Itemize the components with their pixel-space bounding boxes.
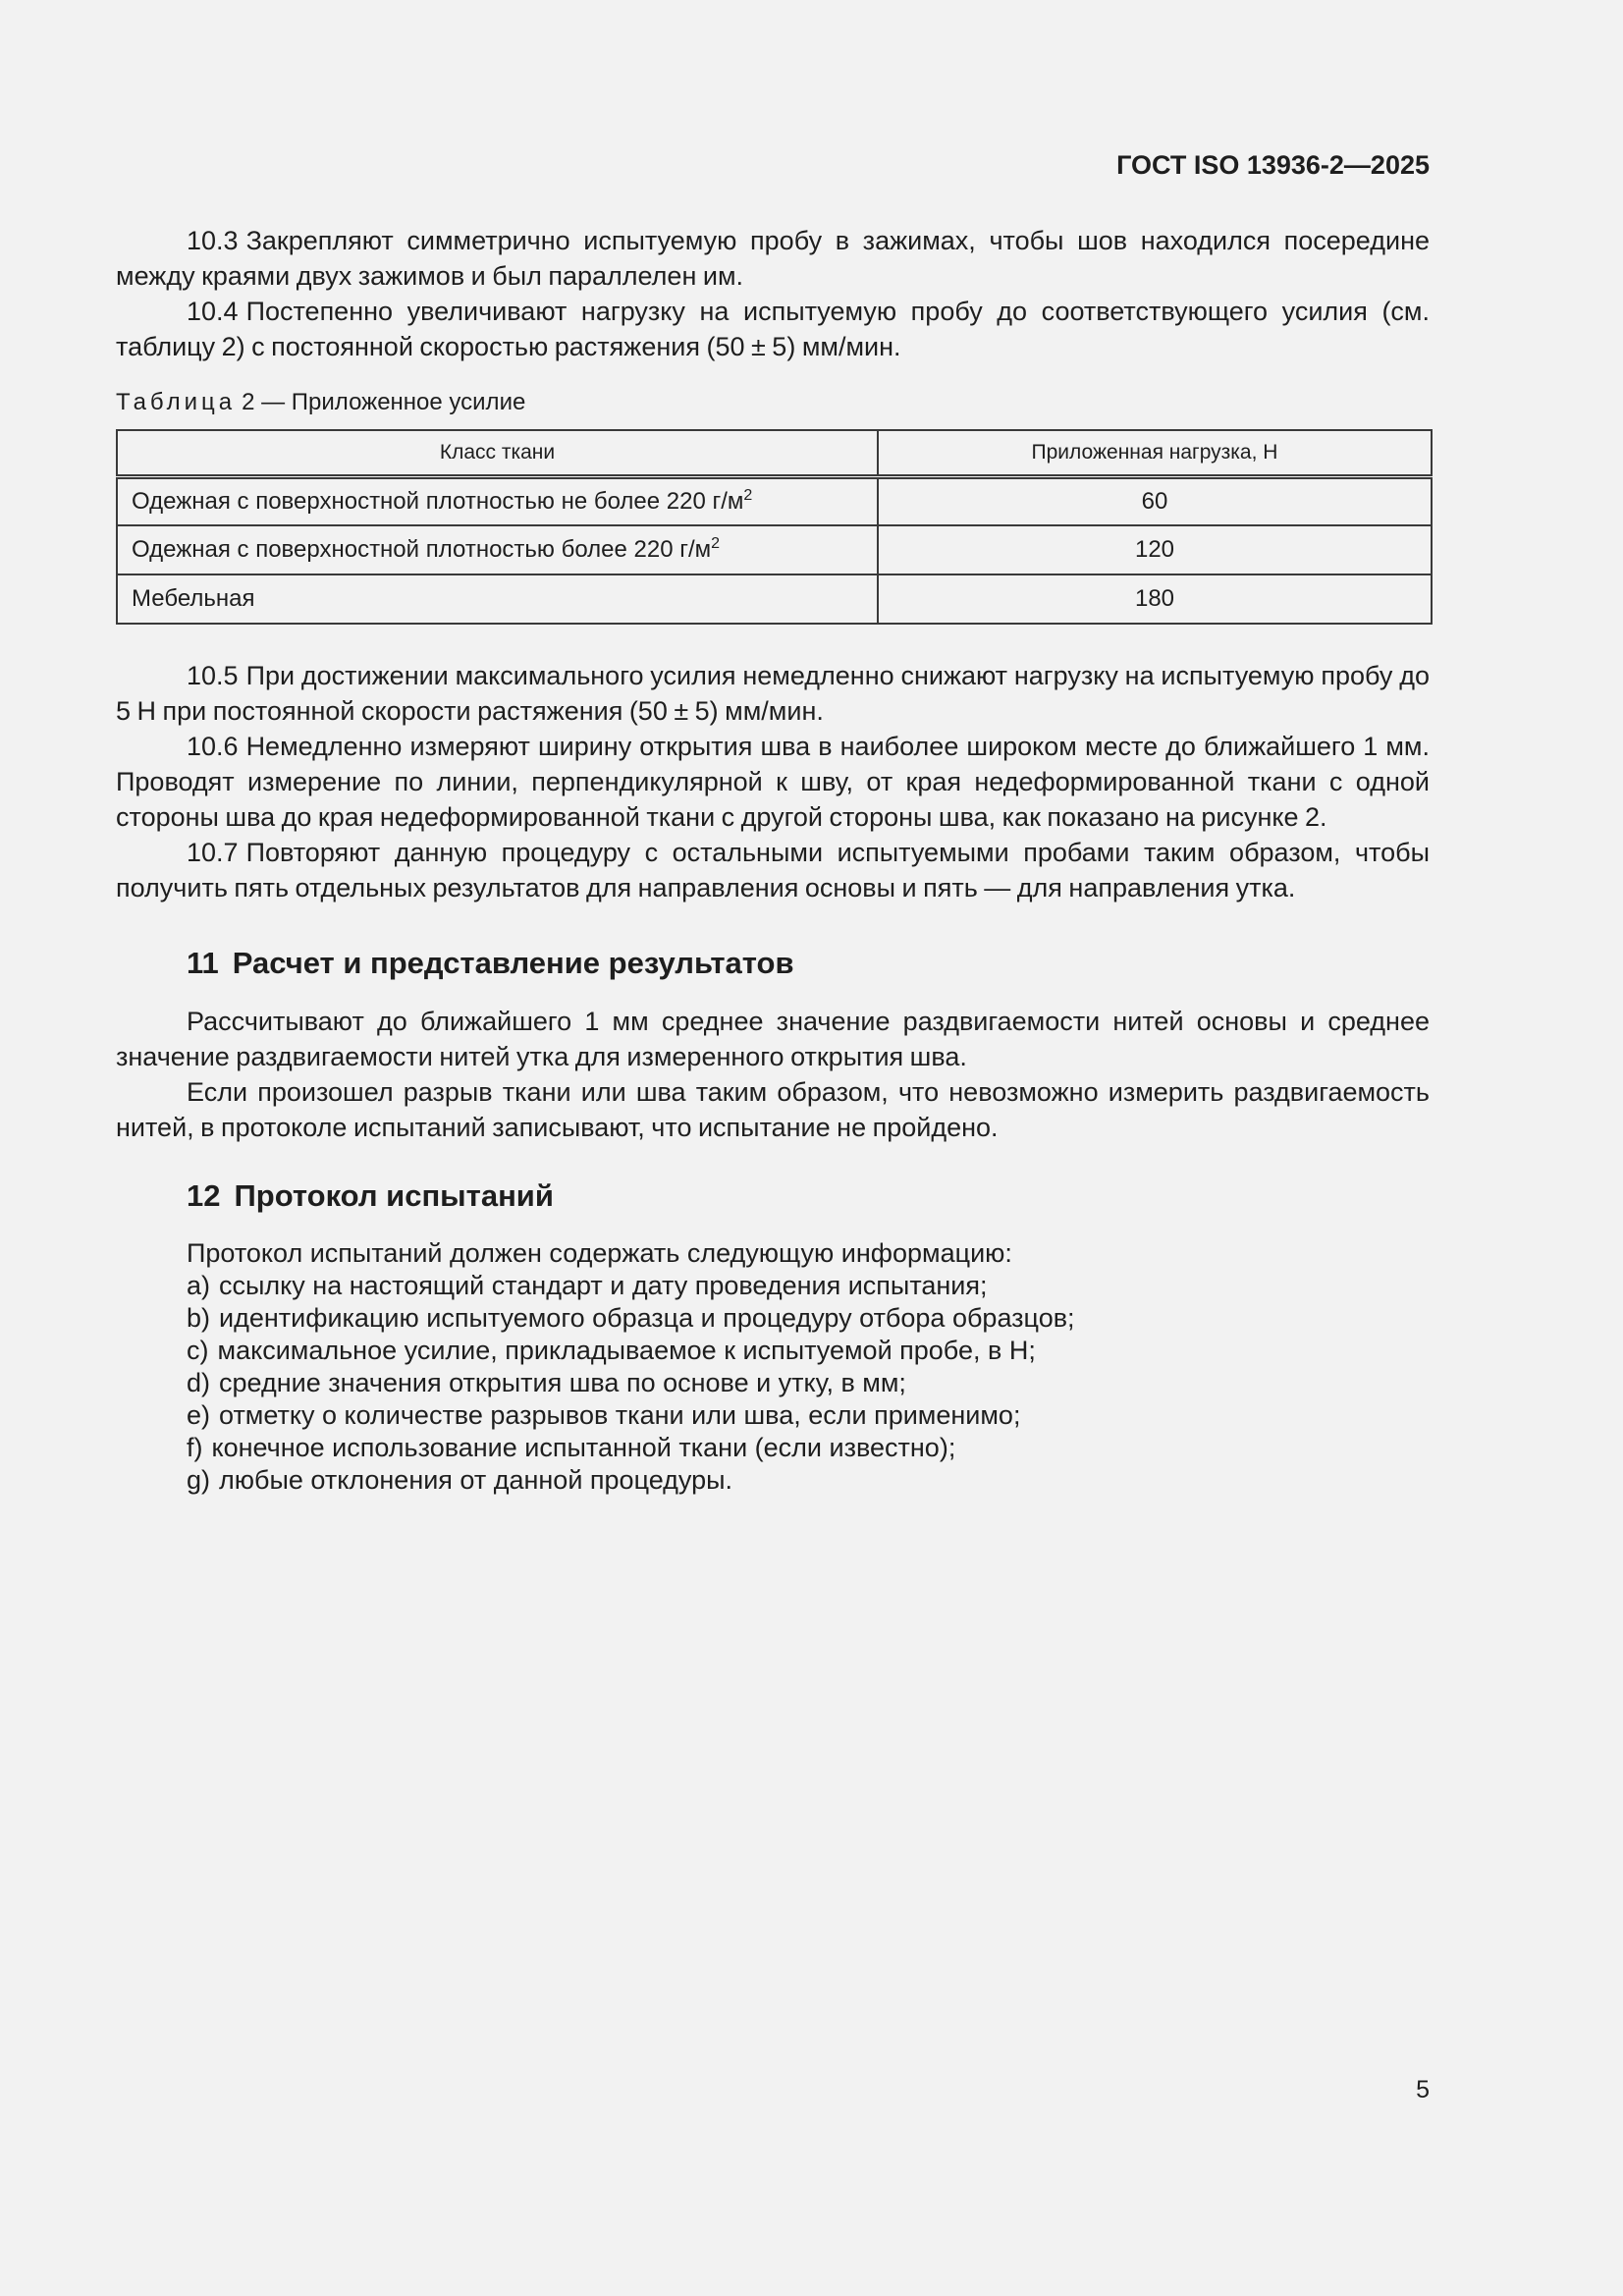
list-item-text: конечное использование испытанной ткани (если известно); (211, 1433, 956, 1462)
applied-load-cell: 60 (878, 476, 1432, 525)
page-number: 5 (1416, 2076, 1430, 2104)
table-row (117, 476, 1432, 525)
unit-superscript: 2 (711, 535, 721, 552)
fabric-class-text: Одежная с поверхностной плотностью не более 220 г/м (132, 487, 744, 515)
list-item (187, 1399, 1075, 1432)
fabric-class-cell (117, 525, 878, 574)
list-item (187, 1432, 1075, 1464)
table-caption-label: Таблица (116, 389, 237, 415)
section-number: 12 (187, 1178, 221, 1213)
list-item-text: максимальное усилие, прикладываемое к испытуемой пробе, в Н; (217, 1336, 1036, 1365)
section-title: Протокол испытаний (234, 1178, 554, 1213)
list-item-text: ссылку на настоящий стандарт и дату проведения испытания; (219, 1271, 988, 1300)
list-marker: d) (187, 1368, 211, 1397)
clauses-bottom (116, 658, 1430, 905)
list-item-text: отметку о количестве разрывов ткани или шва, если применимо; (219, 1400, 1021, 1430)
fabric-class-cell (117, 476, 878, 525)
protocol-intro: Протокол испытаний должен содержать следующую информацию: (187, 1238, 1012, 1268)
list-item-text: любые отклонения от данной процедуры. (219, 1465, 733, 1495)
table-row (117, 574, 1432, 624)
section-11-paragraph: Если произошел разрыв ткани или шва таким образом, что невозможно измерить раздвигаемость нитей, в протоколе испытаний записывают, что испытание не пройдено. (116, 1077, 1430, 1142)
list-item (187, 1335, 1075, 1367)
header-fabric-class: Класс ткани (117, 430, 878, 476)
applied-load-cell: 120 (878, 525, 1432, 574)
document-code: ГОСТ ISO 13936-2—2025 (1116, 150, 1430, 180)
table-row (117, 525, 1432, 574)
list-marker: g) (187, 1465, 211, 1495)
table-caption-text: 2 — Приложенное усилие (242, 389, 526, 415)
list-item (187, 1367, 1075, 1399)
clause-number: 10.4 (187, 297, 239, 326)
clause-text: Немедленно измеряют ширину открытия шва в наиболее широком месте до ближайшего 1 мм. Проводят измерение по линии, перпендикулярной к шву, от края недеформированной ткани с одной стороны шва до края недеформированной ткани с другой стороны шва, как показано на рисунке 2. (116, 732, 1430, 832)
applied-load-cell: 180 (878, 574, 1432, 624)
clause-10-7 (116, 835, 1430, 905)
clause-number: 10.6 (187, 732, 239, 761)
clause-10-3 (116, 223, 1430, 294)
section-title: Расчет и представление результатов (232, 946, 794, 980)
section-11-heading (187, 945, 794, 982)
fabric-class-text: Одежная с поверхностной плотностью более 220 г/м (132, 536, 712, 563)
list-item (187, 1302, 1075, 1335)
clauses-top (116, 223, 1430, 364)
section-11-paragraph: Рассчитывают до ближайшего 1 мм среднее значение раздвигаемости нитей основы и среднее значение раздвигаемости нитей утка для измеренного открытия шва. (116, 1007, 1430, 1071)
clause-number: 10.5 (187, 661, 239, 690)
section-11-body (116, 1004, 1430, 1145)
clause-number: 10.3 (187, 226, 239, 255)
unit-superscript: 2 (743, 486, 753, 504)
section-number: 11 (187, 946, 219, 980)
list-item (187, 1270, 1075, 1302)
list-item-text: идентификацию испытуемого образца и процедуру отбора образцов; (219, 1303, 1075, 1333)
clause-number: 10.7 (187, 838, 239, 867)
clause-10-6 (116, 729, 1430, 835)
clause-text: Закрепляют симметрично испытуемую пробу в зажимах, чтобы шов находился посередине между краями двух зажимов и был параллелен им. (116, 226, 1430, 291)
list-marker: c) (187, 1336, 209, 1365)
list-item-text: средние значения открытия шва по основе и утку, в мм; (219, 1368, 906, 1397)
applied-force-table (116, 429, 1433, 625)
fabric-class-cell (117, 574, 878, 624)
header-applied-load: Приложенная нагрузка, Н (878, 430, 1432, 476)
table-caption (116, 388, 525, 417)
list-marker: e) (187, 1400, 211, 1430)
table-header-row (117, 430, 1432, 476)
list-item (187, 1464, 1075, 1497)
clause-text: При достижении максимального усилия немедленно снижают нагрузку на испытуемую пробу до 5 Н при постоянной скорости растяжения (50 ± 5) мм/мин. (116, 661, 1430, 726)
clause-10-4 (116, 294, 1430, 364)
clause-text: Повторяют данную процедуру с остальными испытуемыми пробами таким образом, чтобы получить пять отдельных результатов для направления основы и пять — для направления утка. (116, 838, 1430, 902)
protocol-items-list (187, 1237, 1075, 1497)
fabric-class-text: Мебельная (132, 585, 255, 612)
clause-text: Постепенно увеличивают нагрузку на испытуемую пробу до соответствующего усилия (см. таблицу 2) с постоянной скоростью растяжения (50 ± 5) мм/мин. (116, 297, 1430, 361)
clause-10-5 (116, 658, 1430, 729)
list-marker: a) (187, 1271, 211, 1300)
section-12-heading (187, 1177, 554, 1215)
list-marker: f) (187, 1433, 203, 1462)
list-marker: b) (187, 1303, 211, 1333)
